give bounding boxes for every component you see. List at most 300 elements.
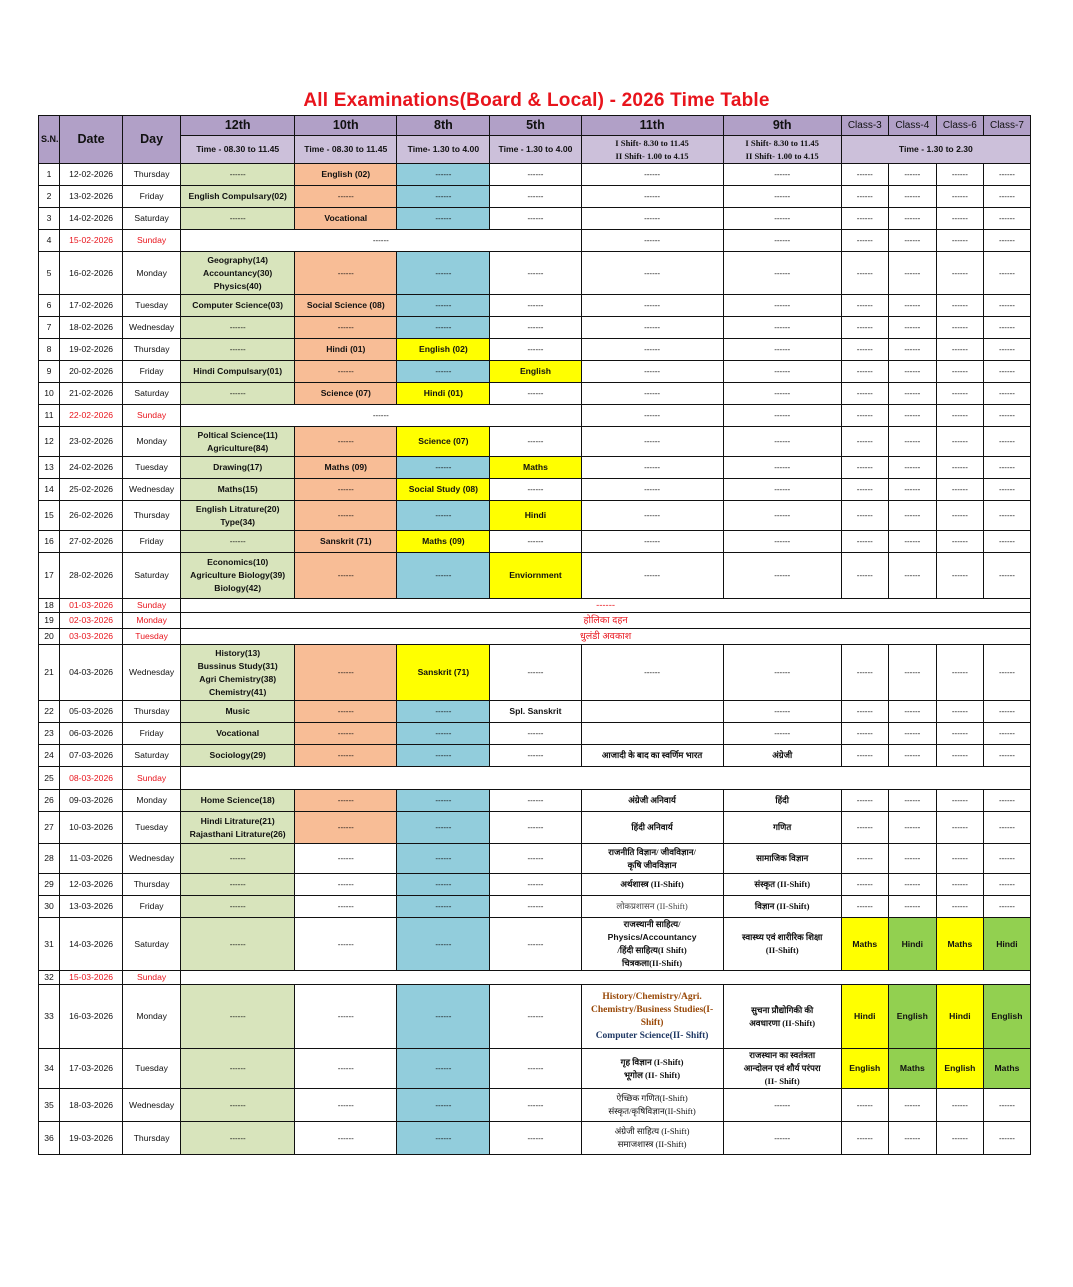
exam-8th-cell: ------ [397, 553, 490, 599]
table-row [39, 361, 1031, 383]
table-row [39, 252, 1031, 295]
day-cell: Tuesday [123, 457, 181, 479]
sn-cell: 24 [39, 745, 60, 767]
exam-5th-cell: ------ [490, 479, 581, 501]
exam-10th-cell: ------ [295, 645, 397, 701]
date-cell: 09-03-2026 [60, 790, 123, 812]
header-class-12th: 12th [181, 116, 295, 136]
exam-8th-cell: Hindi (01) [397, 383, 490, 405]
sn-cell: 36 [39, 1122, 60, 1155]
exam-10th-cell: English (02) [295, 164, 397, 186]
exam-class-6-cell: ------ [936, 339, 983, 361]
date-cell: 12-02-2026 [60, 164, 123, 186]
exam-class-6-cell: ------ [936, 501, 983, 531]
table-row [39, 812, 1031, 844]
exam-5th-cell: ------ [490, 1089, 581, 1122]
exam-class-6-cell: ------ [936, 896, 983, 918]
exam-12th-cell: ------ [181, 208, 295, 230]
exam-class-7-cell: ------ [983, 230, 1030, 252]
sn-cell: 28 [39, 844, 60, 874]
sn-cell: 22 [39, 701, 60, 723]
header-class-class-7: Class-7 [983, 116, 1030, 136]
holiday-cell: ------ [181, 599, 1031, 613]
exam-9th-cell: ------ [723, 186, 841, 208]
exam-9th-cell: ------ [723, 479, 841, 501]
exam-11th-cell: ------ [581, 317, 723, 339]
exam-class-7-cell: ------ [983, 1089, 1030, 1122]
exam-class-4-cell: ------ [888, 457, 936, 479]
day-cell: Tuesday [123, 629, 181, 645]
exam-5th-cell: ------ [490, 812, 581, 844]
exam-5th-cell: ------ [490, 645, 581, 701]
exam-10th-cell: ------ [295, 427, 397, 457]
date-cell: 16-03-2026 [60, 985, 123, 1049]
day-cell: Thursday [123, 164, 181, 186]
exam-8th-cell: ------ [397, 790, 490, 812]
exam-10th-cell: Science (07) [295, 383, 397, 405]
holiday-cell: धुलंडी अवकाश [181, 629, 1031, 645]
day-cell: Monday [123, 613, 181, 629]
table-row [39, 790, 1031, 812]
exam-11th-cell: अंग्रेजी साहित्य (I-Shift) समाजशास्त्र (II-Shift) [581, 1122, 723, 1155]
table-row [39, 613, 1031, 629]
exam-class-6-cell: ------ [936, 383, 983, 405]
exam-class-7-cell: ------ [983, 1122, 1030, 1155]
day-cell: Thursday [123, 339, 181, 361]
exam-5th-cell: ------ [490, 896, 581, 918]
exam-class-3-cell: ------ [841, 812, 888, 844]
exam-class-4-cell: ------ [888, 790, 936, 812]
exam-class-3-cell: ------ [841, 339, 888, 361]
exam-12th-cell: ------ [181, 985, 295, 1049]
exam-5th-cell: ------ [490, 317, 581, 339]
table-row [39, 501, 1031, 531]
exam-class-6-cell: ------ [936, 317, 983, 339]
table-row [39, 208, 1031, 230]
date-cell: 13-03-2026 [60, 896, 123, 918]
exam-11th-cell [581, 723, 723, 745]
exam-class-4-cell: ------ [888, 896, 936, 918]
day-cell: Saturday [123, 553, 181, 599]
exam-class-6-cell: ------ [936, 230, 983, 252]
exam-8th-cell: ------ [397, 252, 490, 295]
sn-cell: 12 [39, 427, 60, 457]
date-cell: 07-03-2026 [60, 745, 123, 767]
header-time-c11: I Shift- 8.30 to 11.45 II Shift- 1.00 to 4.15 [581, 136, 723, 164]
sn-cell: 15 [39, 501, 60, 531]
exam-12th-cell: Drawing(17) [181, 457, 295, 479]
exam-class-7-cell: ------ [983, 457, 1030, 479]
table-row [39, 405, 1031, 427]
header-time-c8: Time- 1.30 to 4.00 [397, 136, 490, 164]
exam-11th-cell: अर्थशास्त्र (II-Shift) [581, 874, 723, 896]
header-time-c10: Time - 08.30 to 11.45 [295, 136, 397, 164]
exam-10th-cell: ------ [295, 812, 397, 844]
exam-9th-cell: संस्कृत (II-Shift) [723, 874, 841, 896]
sn-cell: 21 [39, 645, 60, 701]
exam-class-6-cell: ------ [936, 405, 983, 427]
exam-9th-cell: ------ [723, 427, 841, 457]
exam-class-7-cell: ------ [983, 844, 1030, 874]
exam-12th-cell: History(13) Bussinus Study(31) Agri Chemistry(38) Chemistry(41) [181, 645, 295, 701]
header-day: Day [123, 116, 181, 164]
exam-5th-cell: ------ [490, 918, 581, 971]
exam-11th-cell: History/Chemistry/Agri. Chemistry/Business Studies(I- Shift) Computer Science(II- Shift) [581, 985, 723, 1049]
date-cell: 13-02-2026 [60, 186, 123, 208]
exam-5th-cell: ------ [490, 1122, 581, 1155]
exam-8th-cell: ------ [397, 361, 490, 383]
day-cell: Monday [123, 790, 181, 812]
exam-class-3-cell: ------ [841, 383, 888, 405]
sn-cell: 33 [39, 985, 60, 1049]
exam-9th-cell: ------ [723, 645, 841, 701]
date-cell: 26-02-2026 [60, 501, 123, 531]
exam-12th-cell: Music [181, 701, 295, 723]
sn-cell: 25 [39, 767, 60, 790]
sn-cell: 19 [39, 613, 60, 629]
exam-class-3-cell: Hindi [841, 985, 888, 1049]
day-cell: Sunday [123, 405, 181, 427]
exam-10th-cell: ------ [295, 844, 397, 874]
header-class-9th: 9th [723, 116, 841, 136]
exam-class-7-cell: ------ [983, 361, 1030, 383]
sn-cell: 35 [39, 1089, 60, 1122]
exam-class-6-cell: Maths [936, 918, 983, 971]
table-row [39, 874, 1031, 896]
exam-11th-cell: लोकप्रशासन (II-Shift) [581, 896, 723, 918]
date-cell: 19-02-2026 [60, 339, 123, 361]
table-row [39, 971, 1031, 985]
exam-class-7-cell: ------ [983, 164, 1030, 186]
exam-9th-cell: ------ [723, 317, 841, 339]
date-cell: 14-02-2026 [60, 208, 123, 230]
date-cell: 25-02-2026 [60, 479, 123, 501]
exam-12th-cell: Computer Science(03) [181, 295, 295, 317]
exam-10th-cell: Social Science (08) [295, 295, 397, 317]
sn-cell: 3 [39, 208, 60, 230]
exam-8th-cell: ------ [397, 723, 490, 745]
exam-11th-cell: ------ [581, 501, 723, 531]
table-row [39, 844, 1031, 874]
exam-9th-cell: अंग्रेजी [723, 745, 841, 767]
exam-class-3-cell: ------ [841, 427, 888, 457]
sn-cell: 4 [39, 230, 60, 252]
table-row [39, 1089, 1031, 1122]
exam-class-4-cell: ------ [888, 252, 936, 295]
exam-class-6-cell: ------ [936, 531, 983, 553]
exam-12th-cell: Economics(10) Agriculture Biology(39) Biology(42) [181, 553, 295, 599]
exam-class-6-cell: ------ [936, 874, 983, 896]
exam-9th-cell: ------ [723, 361, 841, 383]
exam-class-4-cell: ------ [888, 479, 936, 501]
exam-class-3-cell: ------ [841, 844, 888, 874]
day-cell: Friday [123, 186, 181, 208]
date-cell: 12-03-2026 [60, 874, 123, 896]
exam-11th-cell: ------ [581, 427, 723, 457]
exam-class-7-cell: ------ [983, 812, 1030, 844]
exam-class-3-cell: Maths [841, 918, 888, 971]
exam-5th-cell: ------ [490, 295, 581, 317]
exam-class-4-cell: ------ [888, 361, 936, 383]
day-cell: Sunday [123, 230, 181, 252]
sn-cell: 9 [39, 361, 60, 383]
exam-10th-cell: Maths (09) [295, 457, 397, 479]
sn-cell: 34 [39, 1049, 60, 1089]
day-cell: Wednesday [123, 317, 181, 339]
table-row [39, 230, 1031, 252]
exam-11th-cell: ------ [581, 361, 723, 383]
exam-9th-cell: ------ [723, 723, 841, 745]
exam-11th-cell: अंग्रेजी अनिवार्य [581, 790, 723, 812]
exam-10th-cell: Vocational [295, 208, 397, 230]
exam-11th-cell: ------ [581, 230, 723, 252]
exam-class-3-cell: ------ [841, 208, 888, 230]
exam-class-6-cell: Hindi [936, 985, 983, 1049]
holiday-cell [181, 971, 1031, 985]
sn-cell: 16 [39, 531, 60, 553]
exam-class-6-cell: ------ [936, 1122, 983, 1155]
table-row [39, 553, 1031, 599]
header-class-class-3: Class-3 [841, 116, 888, 136]
exam-10th-cell: ------ [295, 701, 397, 723]
sn-cell: 26 [39, 790, 60, 812]
header-sn: S.N. [39, 116, 60, 164]
exam-9th-cell: सुचना प्रौद्योगिकी की अवधारणा (II-Shift) [723, 985, 841, 1049]
exam-class-4-cell: ------ [888, 164, 936, 186]
exam-8th-cell: Social Study (08) [397, 479, 490, 501]
exam-5th-cell: ------ [490, 186, 581, 208]
day-cell: Saturday [123, 383, 181, 405]
exam-class-4-cell: Hindi [888, 918, 936, 971]
exam-class-7-cell: ------ [983, 295, 1030, 317]
exam-9th-cell: ------ [723, 1122, 841, 1155]
exam-12th-cell: ------ [181, 317, 295, 339]
day-cell: Wednesday [123, 479, 181, 501]
exam-5th-cell: ------ [490, 844, 581, 874]
exam-class-3-cell: ------ [841, 896, 888, 918]
exam-class-7-cell: ------ [983, 531, 1030, 553]
exam-class-3-cell: ------ [841, 186, 888, 208]
exam-11th-cell: ------ [581, 208, 723, 230]
exam-class-7-cell: Hindi [983, 918, 1030, 971]
table-row [39, 645, 1031, 701]
exam-12th-cell: Geography(14) Accountancy(30) Physics(40) [181, 252, 295, 295]
exam-12th-cell: ------ [181, 874, 295, 896]
exam-11th-cell: ------ [581, 164, 723, 186]
exam-class-3-cell: ------ [841, 230, 888, 252]
exam-class-3-cell: ------ [841, 553, 888, 599]
table-row [39, 745, 1031, 767]
exam-5th-cell: ------ [490, 1049, 581, 1089]
exam-class-7-cell: ------ [983, 723, 1030, 745]
exam-10th-cell: ------ [295, 317, 397, 339]
exam-8th-cell: ------ [397, 1122, 490, 1155]
exam-9th-cell: ------ [723, 1089, 841, 1122]
exam-class-6-cell: ------ [936, 745, 983, 767]
exam-class-6-cell: ------ [936, 844, 983, 874]
exam-class-4-cell: ------ [888, 1089, 936, 1122]
exam-5th-cell: ------ [490, 874, 581, 896]
exam-class-4-cell: ------ [888, 1122, 936, 1155]
exam-9th-cell: ------ [723, 164, 841, 186]
header-class-class-4: Class-4 [888, 116, 936, 136]
day-cell: Monday [123, 252, 181, 295]
table-row [39, 985, 1031, 1049]
exam-12th-cell: ------ [181, 1089, 295, 1122]
exam-8th-cell: ------ [397, 896, 490, 918]
exam-12th-cell: ------ [181, 1122, 295, 1155]
day-cell: Monday [123, 427, 181, 457]
exam-8th-cell: ------ [397, 985, 490, 1049]
exam-5th-cell: ------ [490, 208, 581, 230]
exam-class-4-cell: ------ [888, 553, 936, 599]
sn-cell: 32 [39, 971, 60, 985]
sn-cell: 30 [39, 896, 60, 918]
exam-8th-cell: ------ [397, 844, 490, 874]
exam-class-3-cell: ------ [841, 164, 888, 186]
exam-class-4-cell: ------ [888, 186, 936, 208]
exam-10th-cell: ------ [295, 501, 397, 531]
exam-class-6-cell: ------ [936, 701, 983, 723]
exam-9th-cell: ------ [723, 339, 841, 361]
date-cell: 03-03-2026 [60, 629, 123, 645]
sn-cell: 31 [39, 918, 60, 971]
exam-11th-cell: ------ [581, 645, 723, 701]
table-row [39, 896, 1031, 918]
exam-10th-cell: ------ [295, 874, 397, 896]
exam-10th-cell: ------ [295, 985, 397, 1049]
header-class-5th: 5th [490, 116, 581, 136]
date-cell: 16-02-2026 [60, 252, 123, 295]
table-row [39, 723, 1031, 745]
exam-11th-cell: ------ [581, 339, 723, 361]
table-row [39, 164, 1031, 186]
exam-12th-cell: English Litrature(20) Type(34) [181, 501, 295, 531]
day-cell: Tuesday [123, 1049, 181, 1089]
exam-9th-cell: ------ [723, 383, 841, 405]
exam-12th-cell: Sociology(29) [181, 745, 295, 767]
day-cell: Monday [123, 985, 181, 1049]
day-cell: Thursday [123, 501, 181, 531]
exam-9th-cell: ------ [723, 457, 841, 479]
exam-11th-cell: ------ [581, 479, 723, 501]
exam-class-4-cell: ------ [888, 874, 936, 896]
date-cell: 17-03-2026 [60, 1049, 123, 1089]
exam-class-7-cell: Maths [983, 1049, 1030, 1089]
day-cell: Wednesday [123, 645, 181, 701]
exam-class-3-cell: English [841, 1049, 888, 1089]
header-time-c12: Time - 08.30 to 11.45 [181, 136, 295, 164]
exam-10th-cell: Hindi (01) [295, 339, 397, 361]
exam-8th-cell: ------ [397, 317, 490, 339]
exam-8th-cell: ------ [397, 874, 490, 896]
date-cell: 10-03-2026 [60, 812, 123, 844]
exam-11th-cell: ------ [581, 383, 723, 405]
sn-cell: 13 [39, 457, 60, 479]
exam-8th-cell: ------ [397, 295, 490, 317]
exam-8th-cell: Sanskrit (71) [397, 645, 490, 701]
sn-cell: 2 [39, 186, 60, 208]
exam-12th-cell: Vocational [181, 723, 295, 745]
sn-cell: 17 [39, 553, 60, 599]
exam-8th-cell: Maths (09) [397, 531, 490, 553]
exam-11th-cell: ------ [581, 405, 723, 427]
sn-cell: 14 [39, 479, 60, 501]
exam-11th-cell: ऐच्छिक गणित(I-Shift) संस्कृत/कृषिविज्ञान(II-Shift) [581, 1089, 723, 1122]
date-cell: 28-02-2026 [60, 553, 123, 599]
exam-10th-cell: ------ [295, 553, 397, 599]
exam-class-6-cell: ------ [936, 553, 983, 599]
exam-class-7-cell: ------ [983, 874, 1030, 896]
exam-12th-cell: ------ [181, 531, 295, 553]
table-row [39, 531, 1031, 553]
exam-class-4-cell: ------ [888, 427, 936, 457]
exam-class-7-cell: ------ [983, 208, 1030, 230]
day-cell: Saturday [123, 745, 181, 767]
table-row [39, 427, 1031, 457]
day-cell: Sunday [123, 971, 181, 985]
date-cell: 20-02-2026 [60, 361, 123, 383]
exam-8th-cell: ------ [397, 701, 490, 723]
sn-cell: 1 [39, 164, 60, 186]
day-cell: Friday [123, 531, 181, 553]
exam-11th-cell: ------ [581, 457, 723, 479]
exam-class-7-cell: ------ [983, 383, 1030, 405]
day-cell: Wednesday [123, 1089, 181, 1122]
header-class-class-6: Class-6 [936, 116, 983, 136]
exam-9th-cell: हिंदी [723, 790, 841, 812]
holiday-merged-cell: ------ [181, 230, 581, 252]
exam-12th-cell: ------ [181, 164, 295, 186]
date-cell: 18-02-2026 [60, 317, 123, 339]
day-cell: Saturday [123, 918, 181, 971]
exam-12th-cell: ------ [181, 918, 295, 971]
exam-9th-cell: ------ [723, 531, 841, 553]
exam-class-3-cell: ------ [841, 457, 888, 479]
exam-8th-cell: ------ [397, 918, 490, 971]
header-time-c5: Time - 1.30 to 4.00 [490, 136, 581, 164]
exam-9th-cell: गणित [723, 812, 841, 844]
exam-class-4-cell: ------ [888, 723, 936, 745]
date-cell: 06-03-2026 [60, 723, 123, 745]
sn-cell: 5 [39, 252, 60, 295]
exam-10th-cell: ------ [295, 252, 397, 295]
header-time-small-classes: Time - 1.30 to 2.30 [841, 136, 1030, 164]
date-cell: 14-03-2026 [60, 918, 123, 971]
date-cell: 22-02-2026 [60, 405, 123, 427]
exam-class-4-cell: ------ [888, 230, 936, 252]
exam-class-6-cell: ------ [936, 812, 983, 844]
exam-timetable [38, 115, 1031, 1155]
sn-cell: 20 [39, 629, 60, 645]
exam-8th-cell: ------ [397, 1089, 490, 1122]
header-class-10th: 10th [295, 116, 397, 136]
exam-5th-cell: Spl. Sanskrit [490, 701, 581, 723]
date-cell: 01-03-2026 [60, 599, 123, 613]
table-row [39, 1122, 1031, 1155]
table-row [39, 701, 1031, 723]
exam-class-3-cell: ------ [841, 1122, 888, 1155]
exam-5th-cell: ------ [490, 252, 581, 295]
exam-11th-cell: राजस्थानी साहित्य/ Physics/Accountancy /हिंदी साहित्य(I Shift) चित्रकला(II-Shift) [581, 918, 723, 971]
exam-10th-cell: ------ [295, 790, 397, 812]
exam-12th-cell: ------ [181, 339, 295, 361]
day-cell: Thursday [123, 1122, 181, 1155]
exam-class-6-cell: ------ [936, 645, 983, 701]
exam-class-4-cell: ------ [888, 645, 936, 701]
exam-class-3-cell: ------ [841, 479, 888, 501]
holiday-cell [181, 767, 1031, 790]
